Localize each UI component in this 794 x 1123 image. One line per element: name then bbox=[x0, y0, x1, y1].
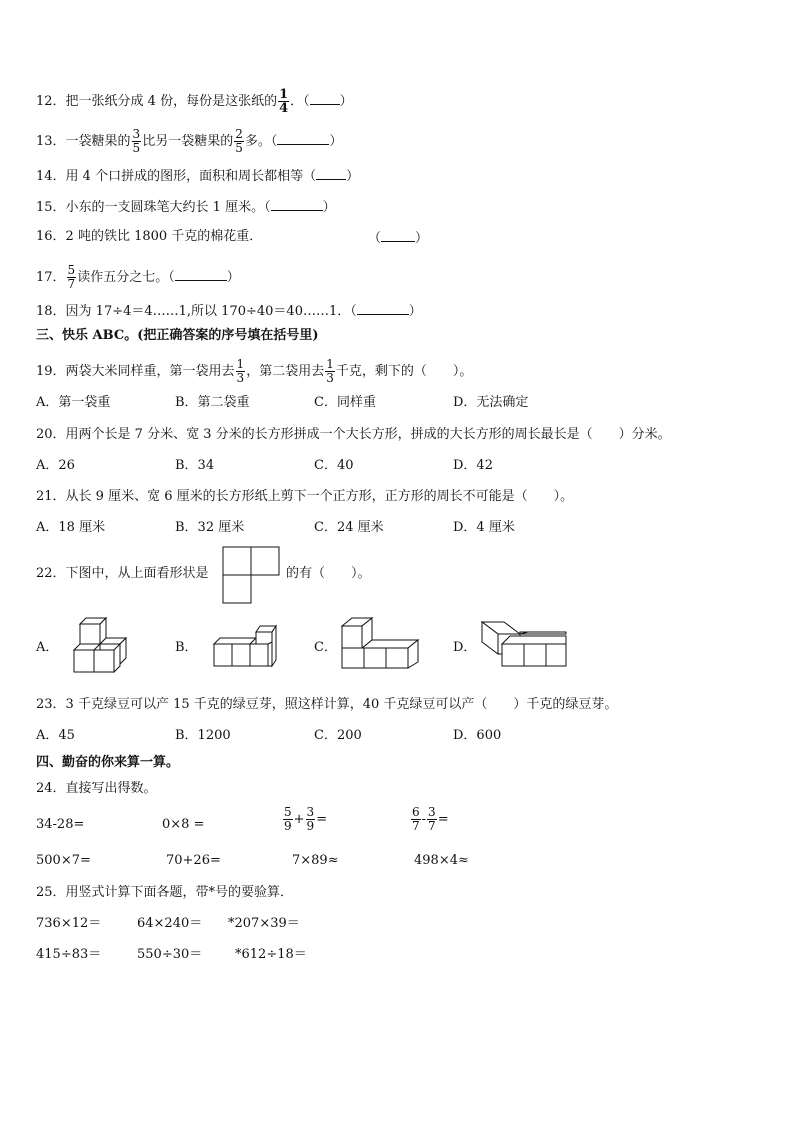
calc-item[interactable]: 0×8 = bbox=[162, 817, 205, 832]
option-d[interactable]: D． bbox=[453, 640, 477, 655]
top-view-shape-figure bbox=[222, 546, 280, 604]
option-b[interactable]: B．1200 bbox=[175, 728, 231, 743]
section-heading-3: 三、快乐 ABC。(把正确答案的序号填在括号里) bbox=[36, 328, 319, 343]
question-text: 12．把一张纸分成 4 份，每份是这张纸的 bbox=[36, 94, 278, 109]
option-d[interactable]: D．600 bbox=[453, 728, 502, 743]
question-22-pre: 22．下图中，从上面看形状是 bbox=[36, 566, 209, 581]
option-b[interactable]: B． bbox=[175, 640, 198, 655]
answer-blank[interactable] bbox=[357, 302, 409, 315]
calc-item[interactable]: 64×240＝ bbox=[137, 916, 203, 931]
calc-fraction-diff[interactable]: $\frac{6}{7}$ - $\frac{3}{7}$ = bbox=[412, 805, 449, 833]
question-19: 19．两袋大米同样重，第一袋用去 $\frac{1}{3}$ ，第二袋用去 $\frac{1}{3}$ 千克，剩下的（ ）。 bbox=[36, 357, 473, 385]
question-16-bracket: （ ） bbox=[368, 231, 429, 246]
calc-item[interactable]: *207×39＝ bbox=[228, 916, 300, 931]
calc-item[interactable]: 415÷83＝ bbox=[36, 947, 102, 962]
answer-blank[interactable] bbox=[175, 268, 227, 281]
option-b[interactable]: B．第二袋重 bbox=[175, 395, 250, 410]
answer-blank[interactable] bbox=[271, 198, 323, 211]
option-d[interactable]: D．无法确定 bbox=[453, 395, 529, 410]
calc-fraction-sum[interactable]: $\frac{5}{9}$ + $\frac{3}{9}$ = bbox=[284, 805, 328, 833]
option-c[interactable]: C．同样重 bbox=[314, 395, 376, 410]
question-21: 21．从长 9 厘米、宽 6 厘米的长方形纸上剪下一个正方形，正方形的周长不可能是（ ）。 bbox=[36, 489, 574, 504]
option-d[interactable]: D．4 厘米 bbox=[453, 520, 515, 535]
question-24-title: 24．直接写出得数。 bbox=[36, 781, 157, 796]
fraction: $\frac{5}{7}$ bbox=[67, 263, 76, 291]
question-20: 20．用两个长是 7 分米、宽 3 分米的长方形拼成一个大长方形，拼成的大长方形的周长最长是（ ）分米。 bbox=[36, 427, 671, 442]
option-d[interactable]: D．42 bbox=[453, 458, 493, 473]
answer-blank[interactable] bbox=[316, 167, 346, 180]
option-a[interactable]: A．第一袋重 bbox=[36, 395, 111, 410]
fraction: $\frac{3}{5}$ bbox=[132, 127, 141, 155]
calc-item[interactable]: 70+26= bbox=[166, 853, 221, 868]
option-c[interactable]: C．40 bbox=[314, 458, 354, 473]
option-a[interactable]: A．26 bbox=[36, 458, 75, 473]
cube-figure-a bbox=[70, 614, 136, 674]
fraction: $\frac{2}{5}$ bbox=[235, 127, 243, 155]
question-18: 18．因为 17÷4＝4……1,所以 170÷40＝40……1．（ ） bbox=[36, 304, 422, 319]
cube-figure-d bbox=[480, 618, 570, 668]
calc-item[interactable]: 498×4≈ bbox=[414, 853, 469, 868]
question-15: 15．小东的一支圆珠笔大约长 1 厘米。（ ） bbox=[36, 200, 336, 215]
question-17: 17． $\frac{5}{7}$ 读作五分之七。（ ） bbox=[36, 263, 240, 291]
cube-figure-c bbox=[340, 614, 420, 670]
question-14: 14．用 4 个口拼成的图形，面积和周长都相等（ ） bbox=[36, 169, 360, 184]
question-12: 12．把一张纸分成 4 份，每份是这张纸的 $\frac{1}{4}$ ．（ ） bbox=[36, 87, 353, 116]
question-23: 23．3 千克绿豆可以产 15 千克的绿豆芽，照这样计算，40 千克绿豆可以产（ ）千克的绿豆芽。 bbox=[36, 697, 618, 712]
section-heading-4: 四、勤奋的你来算一算。 bbox=[36, 755, 180, 770]
option-c[interactable]: C．200 bbox=[314, 728, 362, 743]
option-c[interactable]: C． bbox=[314, 640, 337, 655]
question-25-title: 25．用竖式计算下面各题，带*号的要验算． bbox=[36, 885, 294, 900]
answer-blank[interactable] bbox=[310, 92, 340, 105]
calc-item[interactable]: *612÷18＝ bbox=[235, 947, 307, 962]
calc-item[interactable]: 500×7= bbox=[36, 853, 91, 868]
option-c[interactable]: C．24 厘米 bbox=[314, 520, 384, 535]
answer-blank[interactable] bbox=[381, 229, 415, 242]
option-a[interactable]: A． bbox=[36, 640, 59, 655]
fraction: $\frac{1}{4}$ bbox=[279, 87, 289, 116]
option-b[interactable]: B．32 厘米 bbox=[175, 520, 245, 535]
calc-item[interactable]: 7×89≈ bbox=[292, 853, 339, 868]
answer-blank[interactable] bbox=[277, 132, 329, 145]
question-13: 13．一袋糖果的 $\frac{3}{5}$ 比另一袋糖果的 $\frac{2}{5}$ 多。（ ） bbox=[36, 127, 343, 155]
option-a[interactable]: A．18 厘米 bbox=[36, 520, 106, 535]
fraction: $\frac{1}{3}$ bbox=[326, 357, 334, 385]
fraction: $\frac{1}{3}$ bbox=[236, 357, 245, 385]
question-16: 16．2 吨的铁比 1800 千克的棉花重． bbox=[36, 229, 263, 244]
calc-item[interactable]: 550÷30＝ bbox=[137, 947, 203, 962]
option-b[interactable]: B．34 bbox=[175, 458, 215, 473]
question-22-post: 的有（ ）。 bbox=[286, 566, 371, 581]
option-a[interactable]: A．45 bbox=[36, 728, 75, 743]
cube-figure-b bbox=[212, 622, 278, 668]
calc-item[interactable]: 736×12＝ bbox=[36, 916, 102, 931]
calc-item[interactable]: 34-28= bbox=[36, 817, 85, 832]
